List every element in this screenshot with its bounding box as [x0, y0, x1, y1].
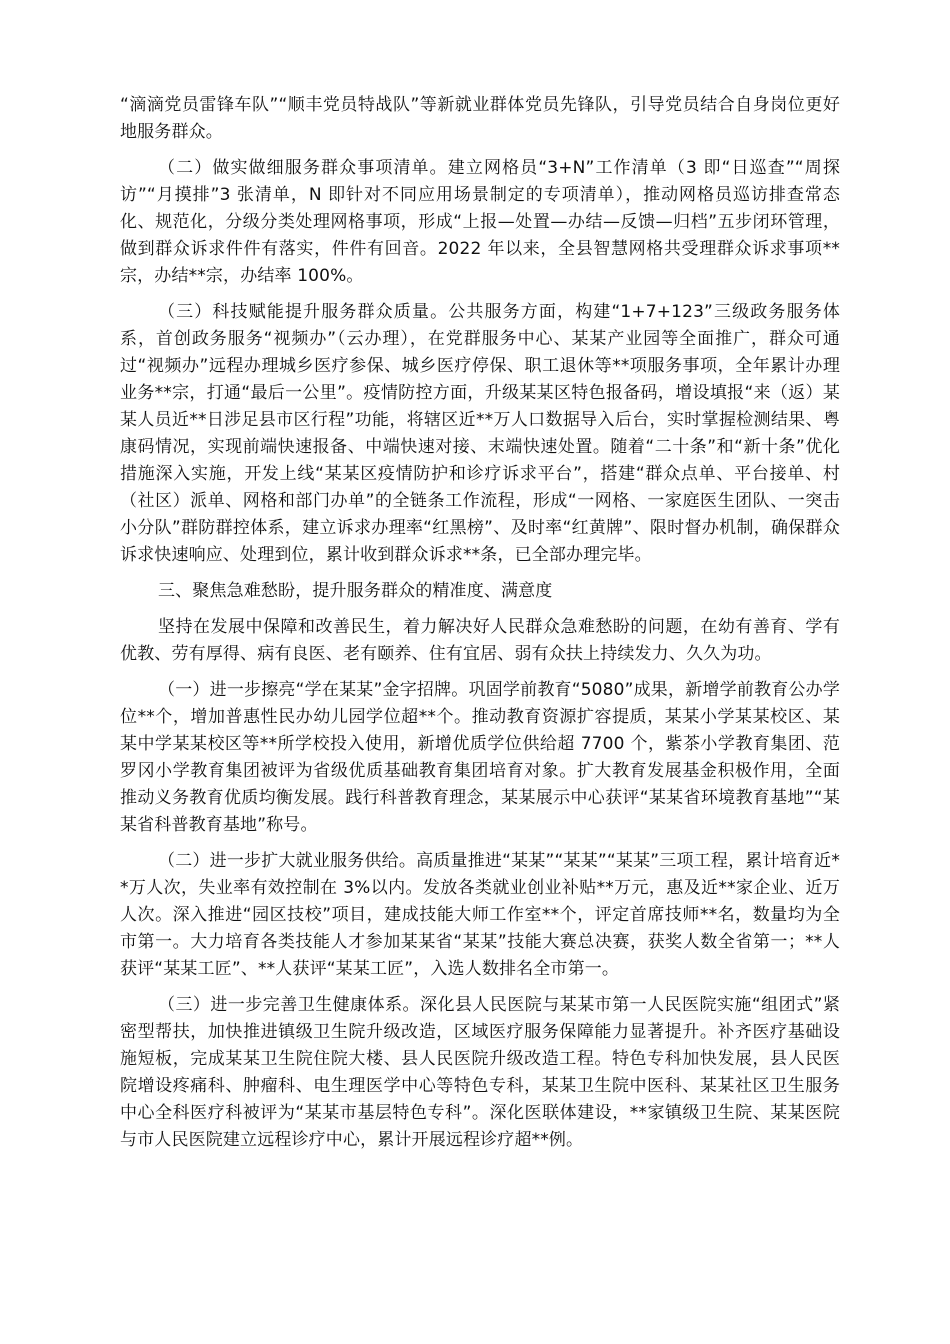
paragraph-health: （三）进一步完善卫生健康体系。深化县人民医院与某某市第一人民医院实施“组团式”紧密型帮扶，加快推进镇级卫生院升级改造，区域医疗服务保障能力显著提升。补齐医疗基础设施短板，完成某某卫生院住院大楼、县人民医院升级改造工程。特色专科加快发展，县人民医院增设疼痛科、肿瘤科、电生理医学中心等特色专科，某某卫生院中医科、某某社区卫生服务中心全科医疗科被评为“某某市基层特色专科”。深化医联体建设，**家镇级卫生院、某某医院与市人民医院建立远程诊疗中心，累计开展远程诊疗超**例。 [120, 995, 840, 1150]
section-heading-three: 三、聚焦急难愁盼，提升服务群众的精准度、满意度 [158, 581, 553, 601]
paragraph-employment: （二）进一步扩大就业服务供给。高质量推进“某某”“某某”“某某”三项工程，累计培育近**万人次，失业率有效控制在 3%以内。发放各类就业创业补贴**万元，惠及近**家企业、近万人次。深入推进“园区技校”项目，建成技能大师工作室**个，评定首席技师**名，数量均为全市第一。大力培育各类技能人才参加某某省“某某”技能大赛总决赛，获奖人数全省第一；**人获评“某某工匠”、**人获评“某某工匠”，入选人数排名全市第一。 [120, 851, 840, 979]
paragraph-tech-empowerment: （三）科技赋能提升服务群众质量。公共服务方面，构建“1+7+123”三级政务服务体系，首创政务服务“视频办”（云办理），在党群服务中心、某某产业园等全面推广，群众可通过“视频办”远程办理城乡医疗参保、城乡医疗停保、职工退休等**项服务事项，全年累计办理业务**宗，打通“最后一公里”。疫情防控方面，升级某某区特色报备码，增设填报“来（返）某某人员近**日涉足县市区行程”功能，将辖区近**万人口数据导入后台，实时掌握检测结果、粤康码情况，实现前端快速报备、中端快速对接、末端快速处置。随着“二十条”和“新十条”优化措施深入实施，开发上线“某某区疫情防护和诊疗诉求平台”，搭建“群众点单、平台接单、村（社区）派单、网格和部门办单”的全链条工作流程，形成“一网格、一家庭医生团队、一突击小分队”群防群控体系，建立诉求办理率“红黑榜”、及时率“红黄牌”、限时督办机制，确保群众诉求快速响应、处理到位，累计收到群众诉求**条，已全部办理完毕。 [120, 302, 840, 565]
paragraph-party-vanguard: “滴滴党员雷锋车队”“顺丰党员特战队”等新就业群体党员先锋队，引导党员结合自身岗位更好地服务群众。 [120, 95, 840, 142]
paragraph-livelihood-intro: 坚持在发展中保障和改善民生，着力解决好人民群众急难愁盼的问题，在幼有善育、学有优教、劳有厚得、病有良医、老有颐养、住有宜居、弱有众扶上持续发力、久久为功。 [120, 617, 840, 664]
document-body [120, 92, 840, 1163]
paragraph-service-checklist: （二）做实做细服务群众事项清单。建立网格员“3+N”工作清单（3 即“日巡查”“周探访”“月摸排”3 张清单，N 即针对不同应用场景制定的专项清单），推动网格员巡访排查常态化、规范化，分级分类处理网格事项，形成“上报—处置—办结—反馈—归档”五步闭环管理，做到群众诉求件件有落实，件件有回音。2022 年以来，全县智慧网格共受理群众诉求事项**宗，办结**宗，办结率 100%。 [120, 158, 840, 286]
paragraph-education: （一）进一步擦亮“学在某某”金字招牌。巩固学前教育“5080”成果，新增学前教育公办学位**个，增加普惠性民办幼儿园学位超**个。推动教育资源扩容提质，某某小学某某校区、某某中学某某校区等**所学校投入使用，新增优质学位供给超 7700 个，紫茶小学教育集团、范罗冈小学教育集团被评为省级优质基础教育集团培育对象。扩大教育发展基金积极作用，全面推动义务教育优质均衡发展。践行科普教育理念，某某展示中心获评“某某省环境教育基地”“某某省科普教育基地”称号。 [120, 680, 840, 835]
